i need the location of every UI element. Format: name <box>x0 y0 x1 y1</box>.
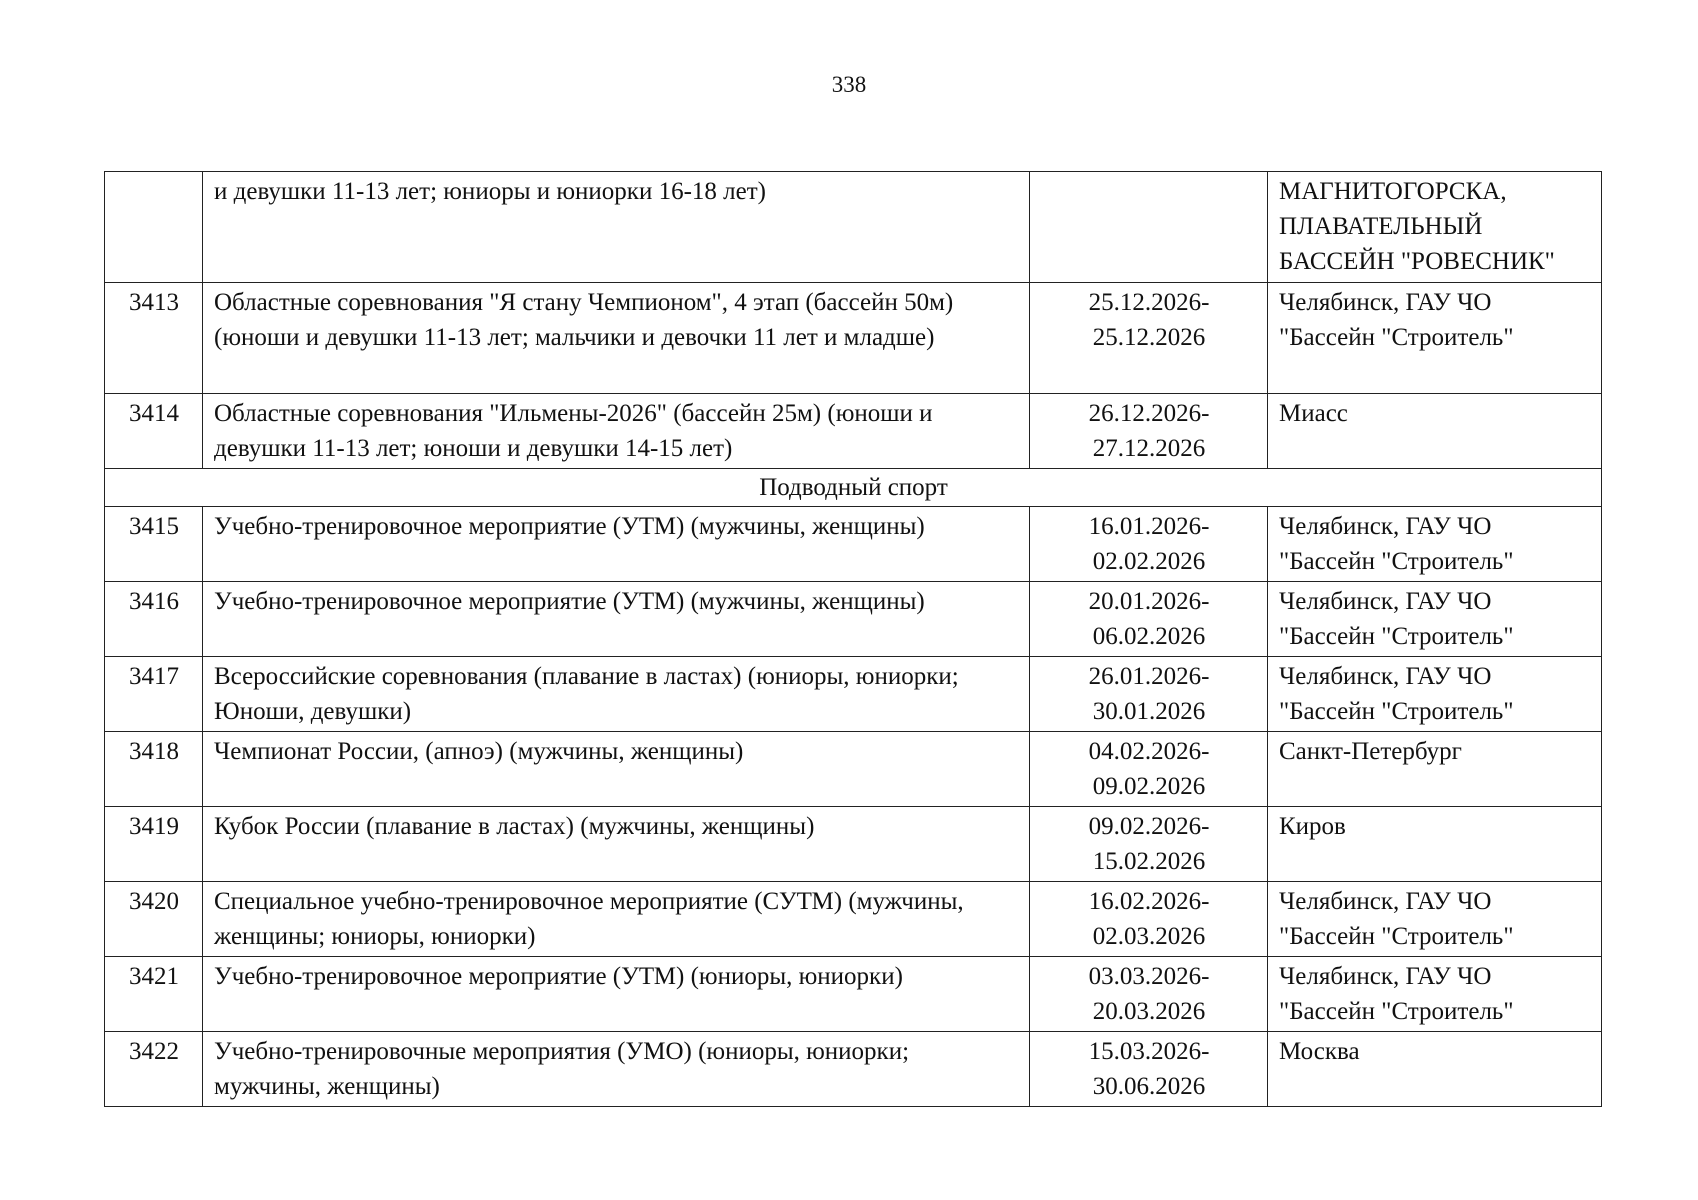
events-table <box>104 171 1602 1107</box>
event-name: Учебно-тренировочное мероприятие (УТМ) (мужчины, женщины) <box>203 507 1030 582</box>
row-number: 3415 <box>105 507 203 582</box>
event-dates: 09.02.2026-15.02.2026 <box>1030 807 1268 882</box>
event-name: Областные соревнования "Ильмены-2026" (бассейн 25м) (юноши и девушки 11-13 лет; юноши и девушки 14-15 лет) <box>203 394 1030 469</box>
table-row <box>105 957 1602 1032</box>
event-name: и девушки 11-13 лет; юниоры и юниорки 16-18 лет) <box>203 172 1030 283</box>
row-number: 3419 <box>105 807 203 882</box>
table-row <box>105 582 1602 657</box>
page-number: 338 <box>831 72 867 97</box>
table-row <box>105 807 1602 882</box>
event-dates: 03.03.2026-20.03.2026 <box>1030 957 1268 1032</box>
event-name: Специальное учебно-тренировочное мероприятие (СУТМ) (мужчины, женщины; юниоры, юниорки) <box>203 882 1030 957</box>
event-place: Москва <box>1268 1032 1602 1107</box>
row-number: 3416 <box>105 582 203 657</box>
row-number: 3414 <box>105 394 203 469</box>
event-dates: 15.03.2026-30.06.2026 <box>1030 1032 1268 1107</box>
event-name: Всероссийские соревнования (плавание в ластах) (юниоры, юниорки; Юноши, девушки) <box>203 657 1030 732</box>
event-place: Челябинск, ГАУ ЧО "Бассейн "Строитель" <box>1268 657 1602 732</box>
table-row <box>105 394 1602 469</box>
row-number: 3417 <box>105 657 203 732</box>
event-dates: 26.01.2026-30.01.2026 <box>1030 657 1268 732</box>
event-dates <box>1030 172 1268 283</box>
row-number: 3418 <box>105 732 203 807</box>
event-dates: 16.02.2026-02.03.2026 <box>1030 882 1268 957</box>
table-row <box>105 283 1602 394</box>
table-row <box>105 732 1602 807</box>
event-place: Киров <box>1268 807 1602 882</box>
section-row <box>105 469 1602 507</box>
event-place: Челябинск, ГАУ ЧО "Бассейн "Строитель" <box>1268 283 1602 394</box>
event-dates: 16.01.2026-02.02.2026 <box>1030 507 1268 582</box>
row-number: 3421 <box>105 957 203 1032</box>
event-name: Кубок России (плавание в ластах) (мужчины, женщины) <box>203 807 1030 882</box>
row-number: 3422 <box>105 1032 203 1107</box>
event-dates: 04.02.2026-09.02.2026 <box>1030 732 1268 807</box>
table-row <box>105 1032 1602 1107</box>
table-row <box>105 882 1602 957</box>
event-name: Учебно-тренировочное мероприятие (УТМ) (мужчины, женщины) <box>203 582 1030 657</box>
event-place: Челябинск, ГАУ ЧО "Бассейн "Строитель" <box>1268 957 1602 1032</box>
event-place: Челябинск, ГАУ ЧО "Бассейн "Строитель" <box>1268 882 1602 957</box>
event-place: МАГНИТОГОРСКА, ПЛАВАТЕЛЬНЫЙ БАССЕЙН "РОВЕСНИК" <box>1268 172 1602 283</box>
event-name: Учебно-тренировочные мероприятия (УМО) (юниоры, юниорки; мужчины, женщины) <box>203 1032 1030 1107</box>
event-place: Челябинск, ГАУ ЧО "Бассейн "Строитель" <box>1268 507 1602 582</box>
event-dates: 20.01.2026-06.02.2026 <box>1030 582 1268 657</box>
table-row <box>105 657 1602 732</box>
event-place: Миасс <box>1268 394 1602 469</box>
row-number: 3413 <box>105 283 203 394</box>
section-title: Подводный спорт <box>105 469 1602 507</box>
table-row <box>105 507 1602 582</box>
event-place: Санкт-Петербург <box>1268 732 1602 807</box>
event-name: Учебно-тренировочное мероприятие (УТМ) (юниоры, юниорки) <box>203 957 1030 1032</box>
event-dates: 25.12.2026-25.12.2026 <box>1030 283 1268 394</box>
table-row <box>105 172 1602 283</box>
event-dates: 26.12.2026-27.12.2026 <box>1030 394 1268 469</box>
row-number: 3420 <box>105 882 203 957</box>
event-name: Областные соревнования "Я стану Чемпионом", 4 этап (бассейн 50м) (юноши и девушки 11-13 лет; мальчики и девочки 11 лет и младше) <box>203 283 1030 394</box>
event-place: Челябинск, ГАУ ЧО "Бассейн "Строитель" <box>1268 582 1602 657</box>
event-name: Чемпионат России, (апноэ) (мужчины, женщины) <box>203 732 1030 807</box>
row-number <box>105 172 203 283</box>
